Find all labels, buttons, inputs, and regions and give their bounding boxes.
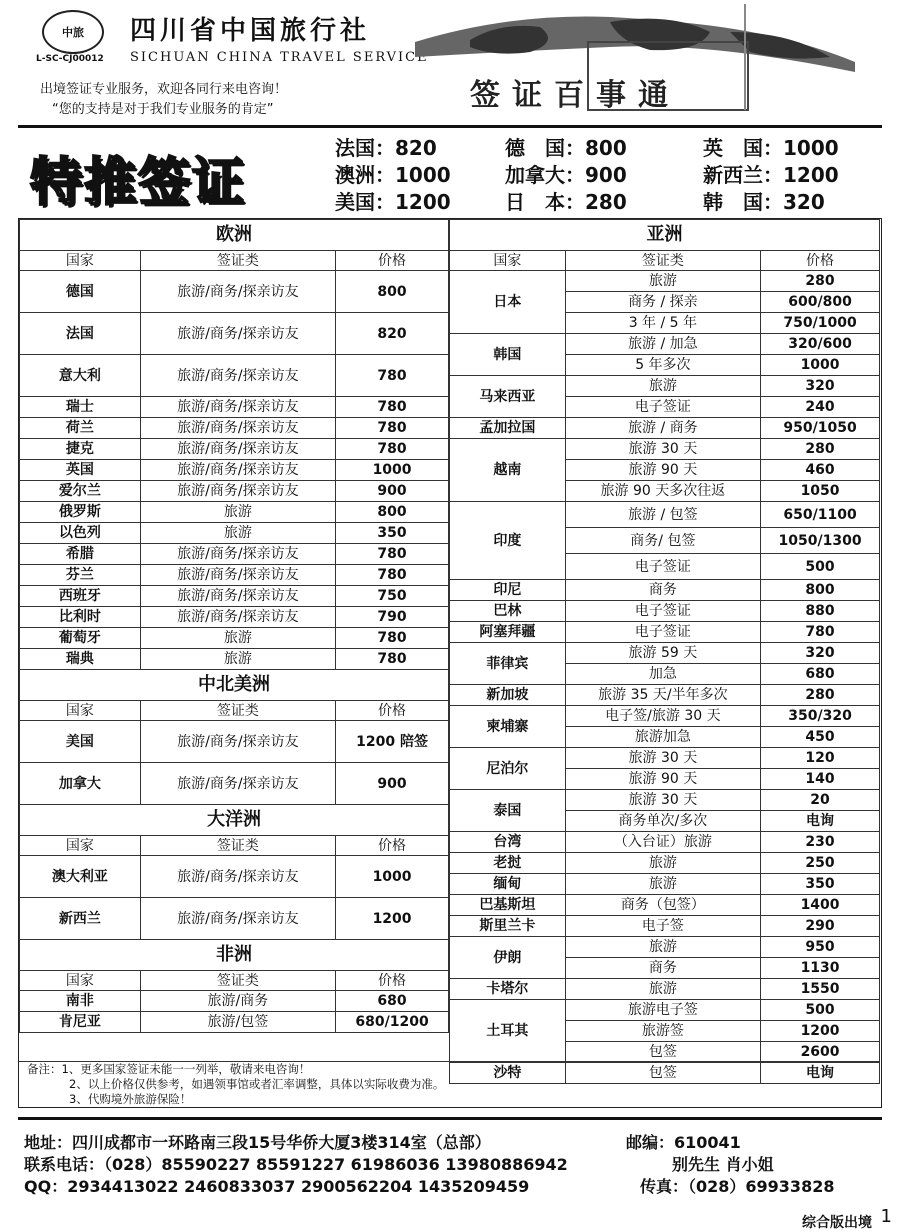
table-row [20,544,449,565]
country-cell: 南非 [20,991,141,1012]
country-cell: 瑞士 [20,397,141,418]
table-row [20,313,449,355]
price-cell: 750/1000 [761,313,880,334]
country-cell: 葡萄牙 [20,628,141,649]
slogan-line-1: 出境签证专业服务，欢迎各同行来电咨询！ [40,82,288,97]
visa-type-cell: 电子签证 [565,601,760,622]
price-cell: 1200 陪签 [336,721,449,763]
fax-number: 传真：（028）69933828 [640,1177,835,1196]
table-row [450,334,880,355]
visa-type-cell: 旅游 [565,874,760,895]
country-cell: 日本 [450,271,566,334]
table-row [450,874,880,895]
price-cell: 320 [761,376,880,397]
visa-type-cell: 旅游/商务/探亲访友 [140,481,335,502]
visa-type-cell: 电子签证 [565,554,760,580]
column-header: 国家 [20,251,141,271]
price-cell: 电询 [761,811,880,832]
price-cell: 780 [336,565,449,586]
table-row [20,355,449,397]
price-cell: 1200 [761,1021,880,1042]
country-cell: 瑞典 [20,649,141,670]
column-header: 签证类 [140,701,335,721]
visa-type-cell: 旅游 / 加急 [565,334,760,355]
special-item: 德 国：800 [505,136,627,160]
section-row [20,805,449,836]
table-row [20,649,449,670]
country-cell: 法国 [20,313,141,355]
country-cell: 巴林 [450,601,566,622]
column-header: 签证类 [140,971,335,991]
header-divider [18,125,882,128]
column-header-row [20,836,449,856]
price-cell: 1550 [761,979,880,1000]
visa-type-cell: （入台证）旅游 [565,832,760,853]
price-cell: 250 [761,853,880,874]
special-item: 韩 国：320 [703,190,825,214]
column-header-row [20,701,449,721]
section-title: 欧洲 [20,220,449,251]
price-cell: 1130 [761,958,880,979]
special-visa-title: 特推签证 [30,153,247,213]
price-cell: 1000 [336,856,449,898]
visa-type-cell: 旅游/商务/探亲访友 [140,439,335,460]
visa-type-cell: 商务 [565,958,760,979]
visa-type-cell: 旅游 [565,979,760,1000]
company-name-en: SICHUAN CHINA TRAVEL SERVICE [130,50,429,65]
company-logo [42,10,104,54]
table-row [20,1012,449,1033]
country-cell: 孟加拉国 [450,418,566,439]
table-row [20,763,449,805]
price-cell: 800 [761,580,880,601]
visa-type-cell: 旅游/商务/探亲访友 [140,898,335,940]
price-cell: 780 [336,397,449,418]
table-row [20,502,449,523]
column-header: 价格 [336,971,449,991]
country-cell: 新加坡 [450,685,566,706]
visa-type-cell: 旅游 / 商务 [565,418,760,439]
column-header: 签证类 [140,836,335,856]
country-cell: 沙特 [450,1063,566,1084]
phone-numbers: 联系电话：（028）85590227 85591227 61986036 13980886942 [24,1155,568,1174]
table-row [450,580,880,601]
country-cell: 老挝 [450,853,566,874]
visa-type-cell: 旅游 30 天 [565,748,760,769]
postcode: 邮编：610041 [626,1133,741,1152]
price-cell: 120 [761,748,880,769]
visa-type-cell: 旅游 90 天多次往返 [565,481,760,502]
table-row [450,418,880,439]
price-cell: 750 [336,586,449,607]
price-cell: 780 [336,355,449,397]
country-cell: 阿塞拜疆 [450,622,566,643]
column-header: 国家 [20,836,141,856]
footer-divider [18,1117,882,1120]
price-cell: 780 [336,628,449,649]
slogan-line-2: “您的支持是对于我们专业服务的肯定” [52,102,274,117]
table-row [20,481,449,502]
country-cell: 德国 [20,271,141,313]
visa-type-cell: 商务（包签） [565,895,760,916]
table-row [450,706,880,727]
visa-type-cell: 旅游/商务/探亲访友 [140,271,335,313]
visa-type-cell: 旅游/商务/探亲访友 [140,607,335,628]
table-row [450,790,880,811]
visa-type-cell: 旅游/商务/探亲访友 [140,565,335,586]
section-row [450,220,880,251]
price-cell: 650/1100 [761,502,880,528]
table-row [450,439,880,460]
note-line: 3、代购境外旅游保险！ [69,1092,192,1106]
visa-type-cell: 旅游加急 [565,727,760,748]
table-row [450,916,880,937]
table-row [20,628,449,649]
visa-type-cell: 旅游/商务/探亲访友 [140,313,335,355]
price-table [18,218,882,1108]
price-cell: 电询 [761,1063,880,1084]
country-cell: 土耳其 [450,1000,566,1063]
price-cell: 680 [336,991,449,1012]
price-cell: 1200 [336,898,449,940]
license-code: L-SC-CJ00012 [36,54,104,64]
visa-type-cell: 旅游/商务/探亲访友 [140,418,335,439]
table-row [450,832,880,853]
price-cell: 680 [761,664,880,685]
country-cell: 韩国 [450,334,566,376]
price-cell: 780 [336,418,449,439]
company-name-cn: 四川省中国旅行社 [130,16,371,46]
visa-type-cell: 旅游 [565,271,760,292]
column-header: 国家 [450,251,566,271]
column-header-row [20,971,449,991]
price-cell: 290 [761,916,880,937]
price-cell: 780 [336,649,449,670]
table-row [450,622,880,643]
price-cell: 1000 [761,355,880,376]
price-cell: 450 [761,727,880,748]
country-cell: 意大利 [20,355,141,397]
visa-type-cell: 5 年多次 [565,355,760,376]
section-title: 非洲 [20,940,449,971]
price-cell: 320/600 [761,334,880,355]
price-cell: 320 [761,643,880,664]
country-cell: 西班牙 [20,586,141,607]
visa-type-cell: 旅游 / 包签 [565,502,760,528]
column-header: 签证类 [140,251,335,271]
visa-type-cell: 旅游 90 天 [565,460,760,481]
country-cell: 卡塔尔 [450,979,566,1000]
visa-type-cell: 旅游/商务/探亲访友 [140,460,335,481]
table-row [450,685,880,706]
price-cell: 790 [336,607,449,628]
country-cell: 澳大利亚 [20,856,141,898]
visa-type-cell: 旅游电子签 [565,1000,760,1021]
price-cell: 680/1200 [336,1012,449,1033]
country-cell: 希腊 [20,544,141,565]
column-header-row [20,251,449,271]
table-row [450,1000,880,1021]
visa-type-cell: 旅游 [565,853,760,874]
visa-type-cell: 商务 / 探亲 [565,292,760,313]
table-row [20,439,449,460]
price-cell: 240 [761,397,880,418]
visa-type-cell: 旅游 90 天 [565,769,760,790]
price-cell: 880 [761,601,880,622]
visa-type-cell: 旅游 [140,502,335,523]
special-item: 日 本：280 [505,190,627,214]
table-row [450,979,880,1000]
visa-type-cell: 旅游/商务 [140,991,335,1012]
country-cell: 爱尔兰 [20,481,141,502]
visa-type-cell: 旅游/商务/探亲访友 [140,544,335,565]
country-cell: 越南 [450,439,566,502]
special-item: 美国：1200 [335,190,451,214]
country-cell: 美国 [20,721,141,763]
price-cell: 2600 [761,1042,880,1063]
country-cell: 台湾 [450,832,566,853]
edition-badge: 综合版出境 [802,1215,872,1231]
column-header: 价格 [761,251,880,271]
visa-type-cell: 旅游 30 天 [565,439,760,460]
notes [19,1061,880,1107]
price-cell: 1400 [761,895,880,916]
column-header: 价格 [336,701,449,721]
price-cell: 500 [761,1000,880,1021]
table-row [20,607,449,628]
table-row [450,748,880,769]
note-line: 备注：1、更多国家签证未能一一列举，敬请来电咨询！ [27,1062,311,1076]
table-row [20,271,449,313]
price-cell: 500 [761,554,880,580]
visa-type-cell: 电子签证 [565,622,760,643]
asia-price-table [449,219,880,1084]
country-cell: 尼泊尔 [450,748,566,790]
country-cell: 俄罗斯 [20,502,141,523]
visa-type-cell: 旅游 59 天 [565,643,760,664]
visa-type-cell: 旅游/商务/探亲访友 [140,763,335,805]
qq-numbers: QQ：2934413022 2460833037 2900562204 1435209459 [24,1177,530,1196]
price-cell: 280 [761,271,880,292]
price-cell: 20 [761,790,880,811]
section-row [20,670,449,701]
visa-type-cell: 旅游/商务/探亲访友 [140,355,335,397]
table-row [450,853,880,874]
table-row [20,856,449,898]
price-cell: 780 [336,439,449,460]
column-header: 国家 [20,971,141,991]
section-title: 中北美洲 [20,670,449,701]
column-header: 价格 [336,836,449,856]
price-cell: 780 [336,544,449,565]
special-item: 澳洲：1000 [335,163,451,187]
visa-type-cell: 旅游 [140,649,335,670]
column-header: 价格 [336,251,449,271]
visa-type-cell: 包签 [565,1042,760,1063]
visa-type-cell: 商务 [565,580,760,601]
table-row [20,523,449,544]
table-row [20,721,449,763]
country-cell: 马来西亚 [450,376,566,418]
price-cell: 900 [336,481,449,502]
table-row [20,460,449,481]
special-item: 加拿大：900 [505,163,627,187]
visa-type-cell: 电子签/旅游 30 天 [565,706,760,727]
country-cell: 柬埔寨 [450,706,566,748]
price-cell: 820 [336,313,449,355]
visa-type-cell: 旅游 [140,628,335,649]
price-cell: 280 [761,685,880,706]
price-cell: 900 [336,763,449,805]
section-title: 亚洲 [450,220,880,251]
visa-type-cell: 旅游 [565,937,760,958]
price-cell: 800 [336,502,449,523]
price-cell: 1050 [761,481,880,502]
visa-type-cell: 旅游签 [565,1021,760,1042]
country-cell: 荷兰 [20,418,141,439]
country-cell: 英国 [20,460,141,481]
country-cell: 斯里兰卡 [450,916,566,937]
table-row [450,376,880,397]
price-cell: 350 [761,874,880,895]
table-row [450,643,880,664]
section-title: 大洋洲 [20,805,449,836]
visa-type-cell: 旅游 35 天/半年多次 [565,685,760,706]
logo-text: 中旅 [62,26,84,39]
special-item: 法国：820 [335,136,437,160]
visa-type-cell: 旅游 [565,376,760,397]
price-cell: 280 [761,439,880,460]
table-row [20,991,449,1012]
country-cell: 芬兰 [20,565,141,586]
country-cell: 以色列 [20,523,141,544]
price-cell: 800 [336,271,449,313]
column-header: 国家 [20,701,141,721]
country-cell: 肯尼亚 [20,1012,141,1033]
visa-type-cell: 商务/ 包签 [565,528,760,554]
country-cell: 捷克 [20,439,141,460]
country-cell: 加拿大 [20,763,141,805]
table-row [20,397,449,418]
price-cell: 230 [761,832,880,853]
table-row [20,418,449,439]
visa-type-cell: 电子签证 [565,397,760,418]
price-cell: 460 [761,460,880,481]
visa-type-cell: 旅游 [140,523,335,544]
price-cell: 1000 [336,460,449,481]
visa-type-cell: 3 年 / 5 年 [565,313,760,334]
table-row [20,898,449,940]
visa-type-cell: 电子签 [565,916,760,937]
section-row [20,940,449,971]
country-cell: 印尼 [450,580,566,601]
price-cell: 140 [761,769,880,790]
country-cell: 印度 [450,502,566,580]
special-item: 英 国：1000 [703,136,839,160]
special-item: 新西兰：1200 [703,163,839,187]
visa-type-cell: 旅游/商务/探亲访友 [140,856,335,898]
price-cell: 350/320 [761,706,880,727]
price-cell: 950/1050 [761,418,880,439]
country-cell: 伊朗 [450,937,566,979]
section-row [20,220,449,251]
country-cell: 新西兰 [20,898,141,940]
table-row [450,601,880,622]
price-cell: 350 [336,523,449,544]
visa-type-cell: 旅游 30 天 [565,790,760,811]
visa-type-cell: 包签 [565,1063,760,1084]
country-cell: 菲律宾 [450,643,566,685]
visa-type-cell: 旅游/包签 [140,1012,335,1033]
country-cell: 比利时 [20,607,141,628]
visa-type-cell: 旅游/商务/探亲访友 [140,586,335,607]
table-row [20,586,449,607]
country-cell: 泰国 [450,790,566,832]
column-header: 签证类 [565,251,760,271]
table-row [450,937,880,958]
visa-type-cell: 商务单次/多次 [565,811,760,832]
table-row [450,502,880,528]
address: 地址：四川成都市一环路南三段15号华侨大厦3楼314室（总部） [24,1133,491,1152]
banner-title: 签证百事通 [470,78,680,113]
table-row [450,895,880,916]
note-line: 2、以上价格仅供参考，如遇领事馆或者汇率调整，具体以实际收费为准。 [69,1077,445,1091]
table-row [20,565,449,586]
price-cell: 1050/1300 [761,528,880,554]
column-header-row [450,251,880,271]
visa-type-cell: 加急 [565,664,760,685]
contact-persons: 别先生 肖小姐 [672,1155,774,1174]
price-cell: 600/800 [761,292,880,313]
visa-type-cell: 旅游/商务/探亲访友 [140,397,335,418]
country-cell: 缅甸 [450,874,566,895]
page-number: 1 [880,1206,892,1227]
visa-type-cell: 旅游/商务/探亲访友 [140,721,335,763]
price-cell: 950 [761,937,880,958]
country-cell: 巴基斯坦 [450,895,566,916]
left-price-table [19,219,449,1033]
table-row [450,271,880,292]
price-cell: 780 [761,622,880,643]
